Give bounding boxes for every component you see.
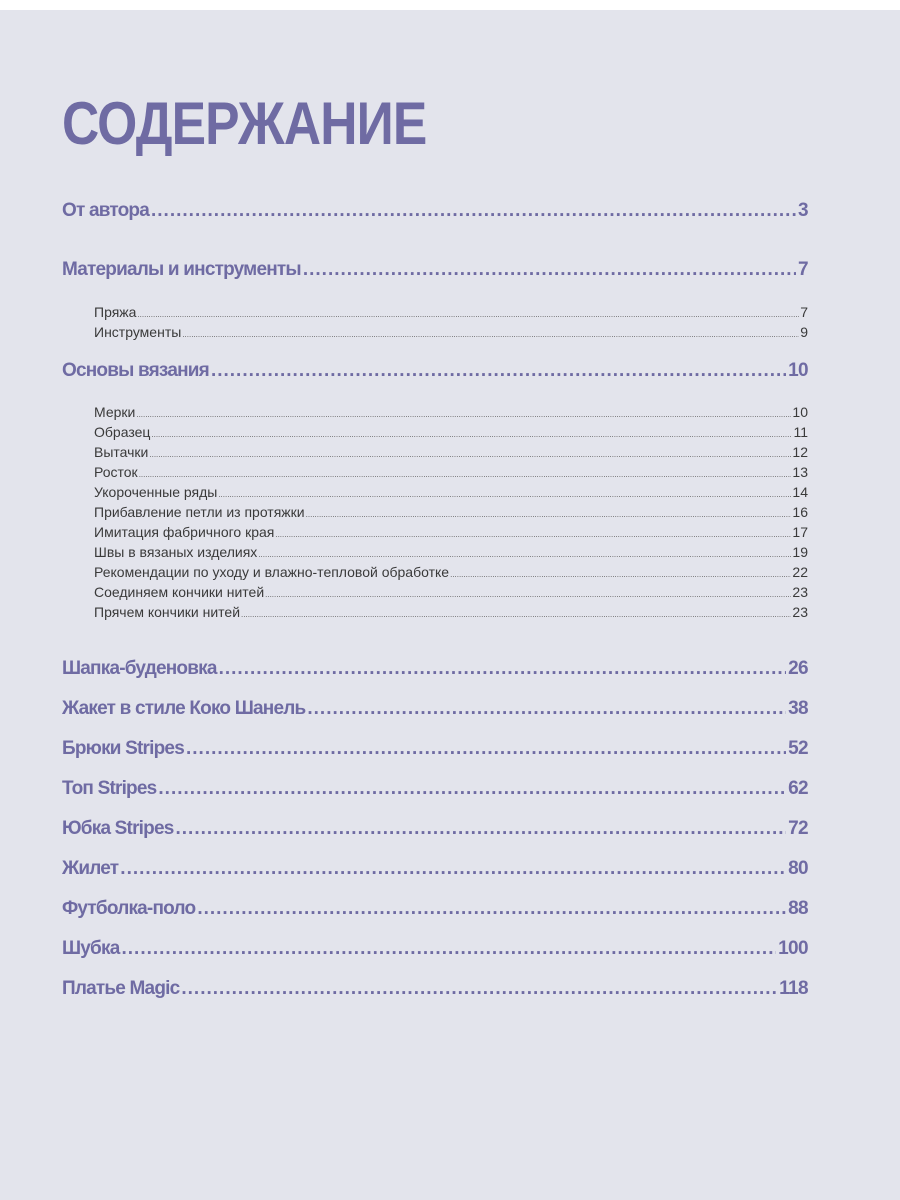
toc-subentry[interactable]: [94, 324, 808, 340]
dot-leader: [149, 450, 791, 459]
toc-subentry-label: Пряжа: [94, 304, 137, 320]
toc-subentry[interactable]: [94, 544, 808, 560]
toc-entry[interactable]: [62, 259, 808, 281]
toc-entry[interactable]: [62, 818, 808, 840]
dot-leader: [120, 858, 786, 880]
toc-entry[interactable]: [62, 360, 808, 382]
toc-subentry[interactable]: [94, 504, 808, 520]
toc-entry-page: 3: [798, 200, 808, 221]
dot-leader: [450, 570, 791, 579]
toc-subentry-label: Укороченные ряды: [94, 484, 218, 500]
toc-entry-page: 26: [788, 658, 808, 679]
dot-leader: [211, 360, 786, 382]
toc-entry-page: 100: [778, 938, 808, 959]
toc-entry-page: 88: [788, 898, 808, 919]
dot-leader: [197, 898, 786, 920]
dot-leader: [151, 200, 796, 222]
dot-leader: [218, 490, 791, 499]
toc-subentry[interactable]: [94, 304, 808, 320]
toc-entry-page: 10: [788, 360, 808, 381]
toc-subentry-page: 13: [792, 464, 808, 480]
toc-subentry-label: Вытачки: [94, 444, 149, 460]
toc-entry-label: Брюки Stripes: [62, 738, 184, 759]
page-title: СОДЕРЖАНИЕ: [62, 90, 427, 157]
toc-entry-label: Топ Stripes: [62, 778, 157, 799]
toc-subentry-page: 16: [792, 504, 808, 520]
toc-subentry-label: Росток: [94, 464, 138, 480]
toc-entry-label: Материалы и инструменты: [62, 259, 301, 280]
toc-entry-page: 62: [788, 778, 808, 799]
toc-entry-page: 7: [798, 259, 808, 280]
toc-subentry-page: 23: [792, 584, 808, 600]
toc-entry-label: Платье Magic: [62, 978, 180, 999]
dot-leader: [158, 778, 786, 800]
document-page: [0, 10, 900, 1200]
toc-subentry[interactable]: [94, 484, 808, 500]
toc-subentry-page: 9: [800, 324, 808, 340]
toc-subentry-page: 19: [792, 544, 808, 560]
toc-entry-page: 118: [779, 978, 808, 999]
dot-leader: [306, 510, 792, 519]
dot-leader: [186, 738, 786, 760]
toc-entry-page: 52: [788, 738, 808, 759]
toc-entry[interactable]: [62, 658, 808, 680]
toc-subentry[interactable]: [94, 564, 808, 580]
toc-subentry[interactable]: [94, 464, 808, 480]
dot-leader: [151, 430, 792, 439]
dot-leader: [139, 470, 792, 479]
toc-entry-label: Футболка-поло: [62, 898, 196, 919]
toc-subentry[interactable]: [94, 424, 808, 440]
toc-entry-label: Шапка-буденовка: [62, 658, 217, 679]
dot-leader: [275, 530, 791, 539]
toc-subentry-label: Имитация фабричного края: [94, 524, 275, 540]
toc-entry-label: Основы вязания: [62, 360, 209, 381]
toc-entry[interactable]: [62, 698, 808, 720]
toc-entry-label: Шубка: [62, 938, 120, 959]
dot-leader: [121, 938, 776, 960]
toc-entry[interactable]: [62, 898, 808, 920]
toc-entry[interactable]: [62, 200, 808, 222]
toc-entry-label: Жилет: [62, 858, 119, 879]
toc-subentry[interactable]: [94, 604, 808, 620]
dot-leader: [307, 698, 786, 720]
dot-leader: [136, 410, 791, 419]
toc-subentry[interactable]: [94, 404, 808, 420]
dot-leader: [137, 310, 799, 319]
toc-entry[interactable]: [62, 738, 808, 760]
dot-leader: [182, 330, 799, 339]
toc-entry[interactable]: [62, 778, 808, 800]
toc-subentry[interactable]: [94, 444, 808, 460]
dot-leader: [176, 818, 787, 840]
toc-entry[interactable]: [62, 978, 808, 1000]
toc-subentry[interactable]: [94, 524, 808, 540]
dot-leader: [241, 610, 791, 619]
dot-leader: [265, 590, 791, 599]
toc-subentry-page: 10: [792, 404, 808, 420]
toc-subentry-label: Соединяем кончики нитей: [94, 584, 265, 600]
toc-subentry[interactable]: [94, 584, 808, 600]
toc-subentry-page: 7: [800, 304, 808, 320]
toc-subentry-label: Швы в вязаных изделиях: [94, 544, 258, 560]
toc-subentry-label: Прибавление петли из протяжки: [94, 504, 305, 520]
toc-subentry-label: Инструменты: [94, 324, 182, 340]
toc-entry-page: 80: [788, 858, 808, 879]
dot-leader: [219, 658, 786, 680]
toc-entry-page: 72: [788, 818, 808, 839]
toc-subentry-label: Рекомендации по уходу и влажно-тепловой обработке: [94, 564, 450, 580]
dot-leader: [258, 550, 791, 559]
toc-subentry-page: 14: [792, 484, 808, 500]
toc-entry-page: 38: [788, 698, 808, 719]
toc-subentry-label: Образец: [94, 424, 151, 440]
toc-subentry-page: 11: [793, 424, 808, 440]
toc-entry[interactable]: [62, 858, 808, 880]
toc-subentry-page: 23: [792, 604, 808, 620]
toc-subentry-page: 22: [792, 564, 808, 580]
toc-subentry-page: 17: [792, 524, 808, 540]
toc-subentry-page: 12: [792, 444, 808, 460]
toc-entry-label: От автора: [62, 200, 149, 221]
dot-leader: [303, 259, 796, 281]
dot-leader: [181, 978, 777, 1000]
toc-subentry-label: Мерки: [94, 404, 136, 420]
toc-entry[interactable]: [62, 938, 808, 960]
toc-entry-label: Жакет в стиле Коко Шанель: [62, 698, 306, 719]
toc-subentry-label: Прячем кончики нитей: [94, 604, 241, 620]
toc-entry-label: Юбка Stripes: [62, 818, 174, 839]
